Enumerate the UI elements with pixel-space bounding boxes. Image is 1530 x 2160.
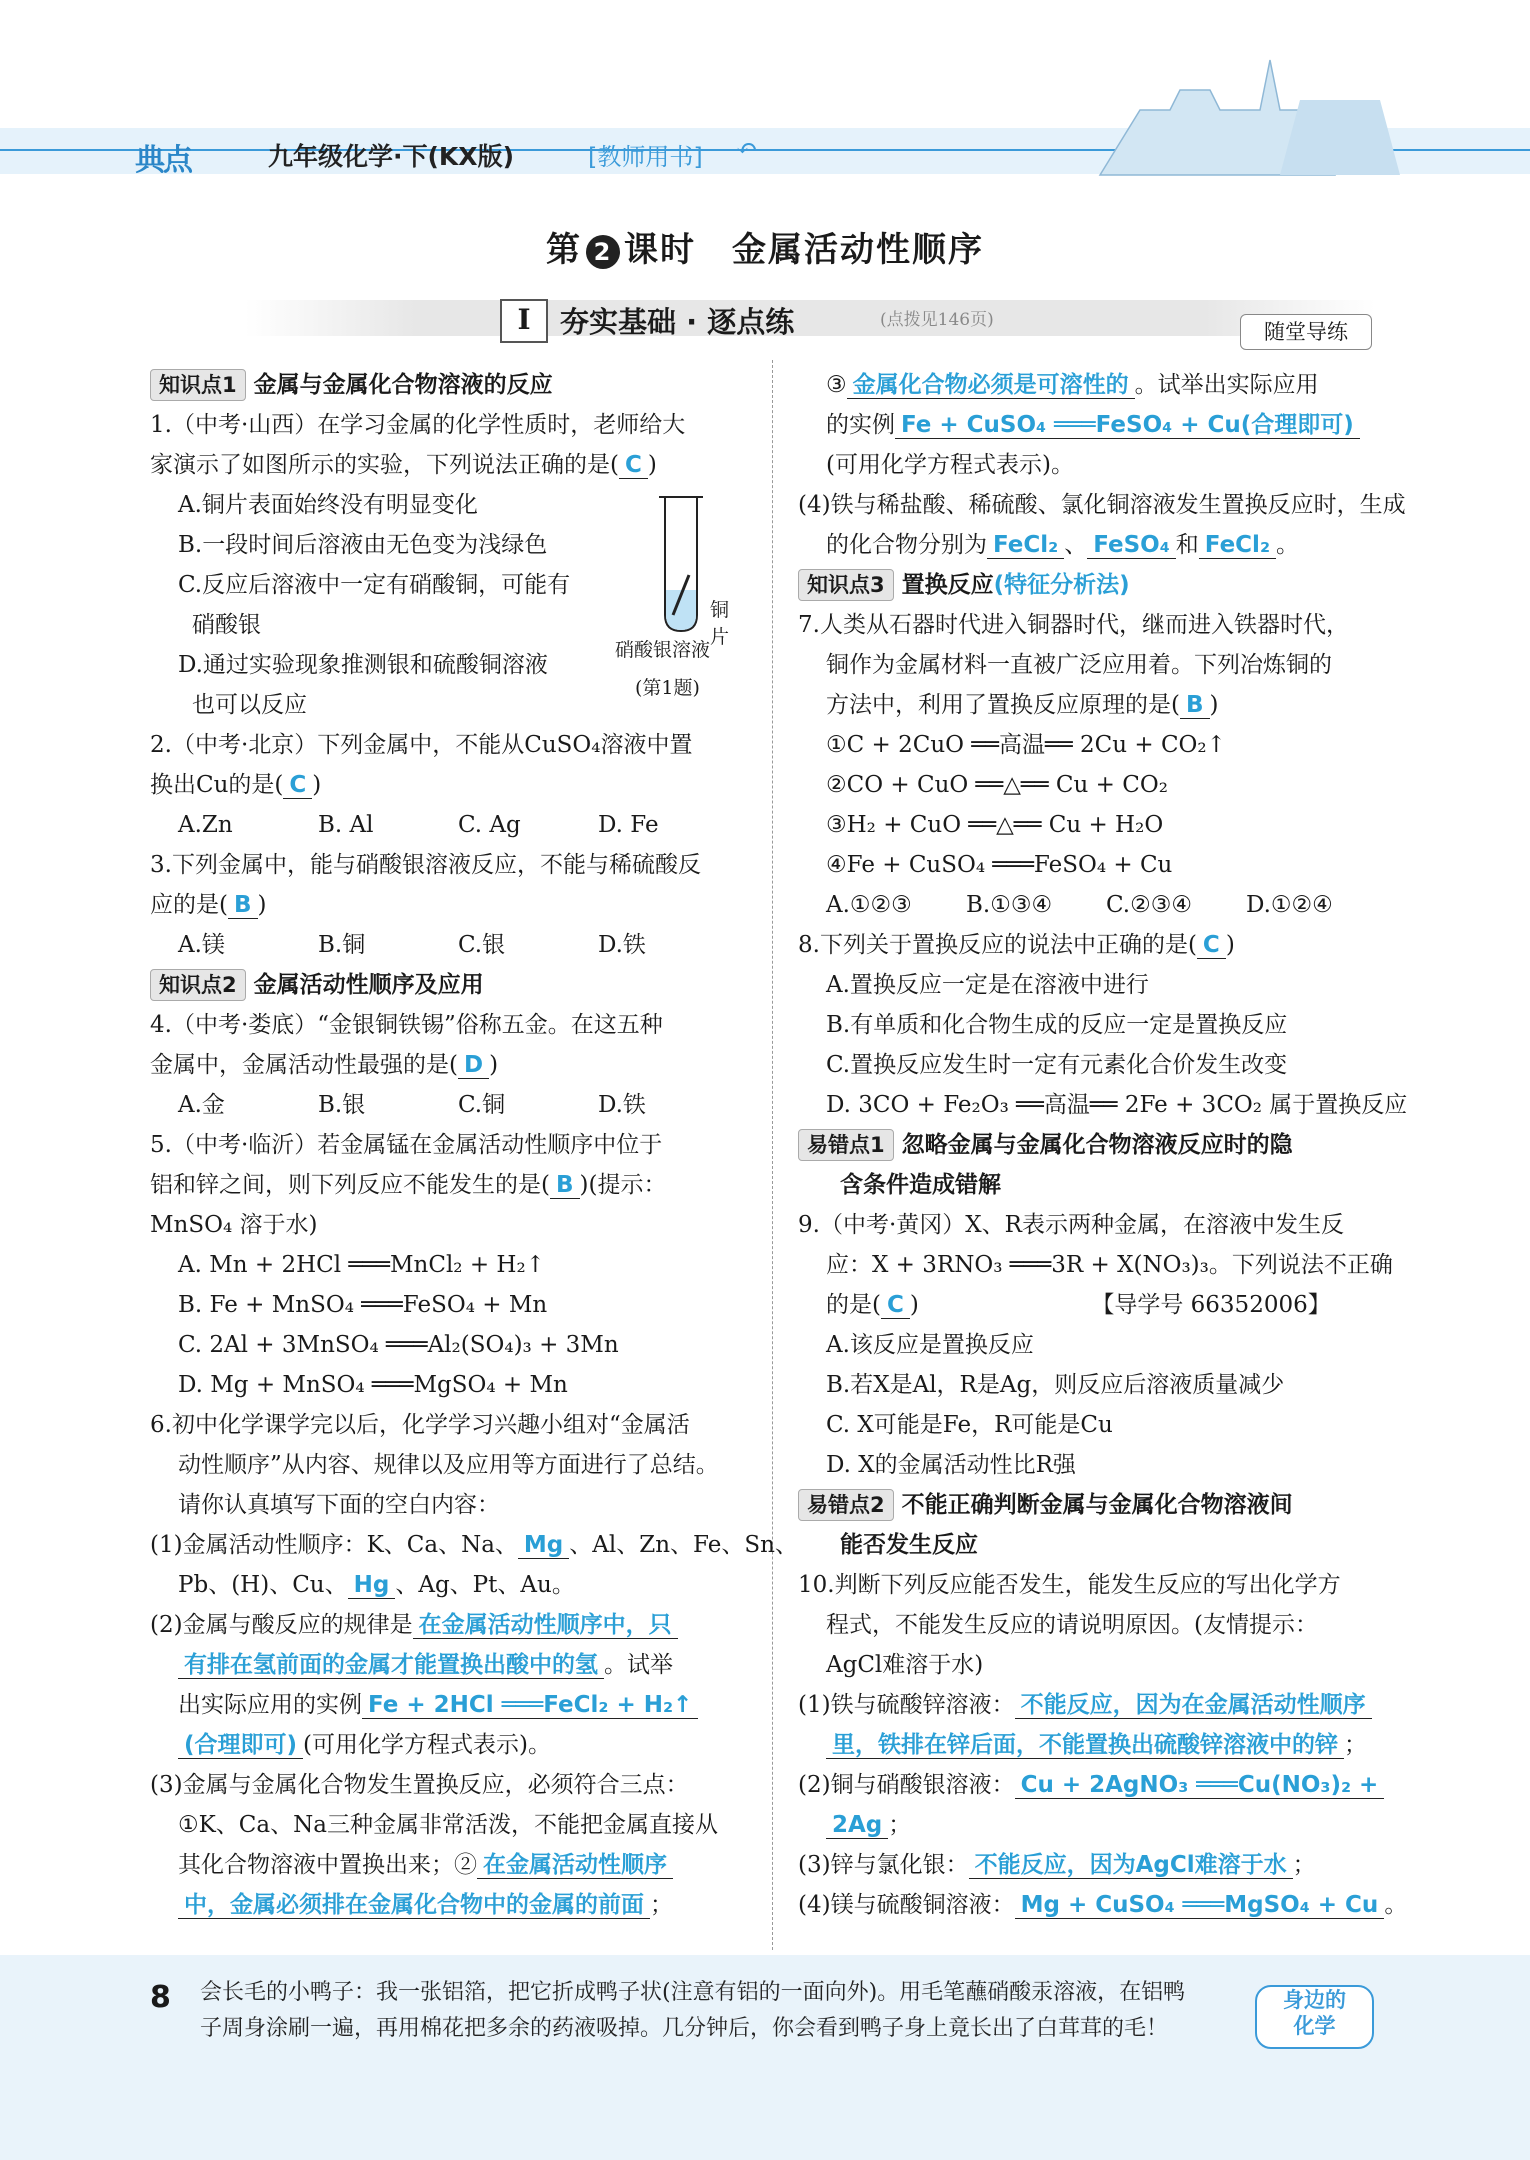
line-text: 换出Cu的是(	[150, 772, 284, 798]
text-line	[798, 1485, 1378, 1525]
line-text: 6.初中化学课学完以后，化学学习兴趣小组对“金属活	[150, 1412, 690, 1438]
lesson-title: 第 2 课时 金属活动性顺序	[546, 230, 984, 270]
line-text: )	[647, 452, 657, 478]
text-line	[150, 1165, 755, 1205]
text-line	[798, 1005, 1378, 1045]
text-line	[798, 1525, 1378, 1565]
right-column	[798, 365, 1408, 1925]
line-text: 其化合物溶液中置换出来；②	[178, 1852, 477, 1878]
text-line	[798, 1885, 1408, 1925]
line-text: 动性顺序”从内容、规律以及应用等方面进行了总结。	[178, 1452, 719, 1478]
text-line	[798, 965, 1378, 1005]
line-text: 7.人类从石器时代进入铜器时代，继而进入铁器时代，	[798, 612, 1349, 638]
line-text: ①C + 2CuO ══高温══ 2Cu + CO₂↑	[826, 732, 1226, 758]
answer-blank: 在金属活动性顺序	[477, 1852, 673, 1879]
text-line	[150, 405, 755, 445]
line-text: 5.（中考·临沂）若金属锰在金属活动性顺序中位于	[150, 1132, 663, 1158]
text-line	[150, 1565, 755, 1605]
line-text: 方法中，利用了置换反应原理的是(	[826, 692, 1180, 718]
header-banner	[0, 0, 1530, 180]
lesson-number: 2	[586, 235, 620, 269]
text-line	[150, 445, 755, 485]
text-line	[798, 405, 1378, 445]
answer-blank: Fe + 2HCl ═══FeCl₂ + H₂↑	[362, 1692, 698, 1719]
text-line	[150, 1085, 755, 1125]
line-text: 程式，不能发生反应的请说明原因。(友情提示：	[826, 1612, 1318, 1638]
line-text: ；	[1344, 1732, 1367, 1758]
line-text: D. X的金属活动性比R强	[826, 1452, 1076, 1478]
text-line	[150, 1485, 755, 1525]
text-line	[150, 805, 755, 845]
text-line	[150, 725, 755, 765]
figure-caption: (第1题)	[635, 677, 700, 699]
line-text: (2)金属与酸反应的规律是	[150, 1612, 413, 1638]
text-line	[150, 1325, 755, 1365]
line-text: (可用化学方程式表示)。	[303, 1732, 551, 1758]
line-text: 、	[1064, 532, 1088, 558]
option-1: B.①③④	[966, 892, 1053, 918]
text-line	[150, 1005, 755, 1045]
line-text: 、Al、Zn、Fe、Sn、	[569, 1532, 798, 1558]
line-text: 的实例	[826, 412, 895, 438]
footer-tip: 会长毛的小鸭子：我一张铝箔，把它折成鸭子状(注意有铝的一面向外)。用毛笔蘸硝酸汞溶液，在铝鸭 子周身涂刷一遍，再用棉花把多余的药液吸掉。几分钟后，你会看到鸭子身上竟长出了白茸茸的毛！	[200, 1980, 1186, 2041]
text-line	[798, 1085, 1408, 1125]
text-line	[150, 1645, 755, 1685]
line-text: B. Fe + MnSO₄ ═══FeSO₄ + Mn	[178, 1292, 548, 1318]
line-text: (3)锌与氯化银：	[798, 1852, 969, 1878]
text-line	[798, 645, 1378, 685]
line-text: )	[1225, 932, 1235, 958]
line-text: 的化合物分别为	[826, 532, 987, 558]
line-text: 10.判断下列反应能否发生，能发生反应的写出化学方	[798, 1572, 1341, 1598]
page-header	[0, 0, 1530, 180]
line-text: 8.下列关于置换反应的说法中正确的是(	[798, 932, 1197, 958]
text-line	[150, 1205, 755, 1245]
text-line	[798, 1405, 1378, 1445]
text-line	[150, 1725, 755, 1765]
text-line	[798, 1765, 1378, 1805]
answer-blank: 中，金属必须排在金属化合物中的金属的前面	[178, 1892, 650, 1919]
line-text: B.有单质和化合物生成的反应一定是置换反应	[826, 1012, 1288, 1038]
knowledge-point-title: 金属活动性顺序及应用	[253, 972, 484, 998]
answer-blank: 不能反应，因为在金属活动性顺序	[1015, 1692, 1372, 1719]
answer-blank: B	[1180, 692, 1210, 719]
text-line	[798, 1725, 1378, 1765]
text-line	[798, 445, 1378, 485]
line-text: A.该反应是置换反应	[826, 1332, 1034, 1358]
knowledge-point-title: 金属与金属化合物溶液的反应	[253, 372, 553, 398]
line-text: 硝酸银	[192, 612, 261, 638]
text-line	[150, 1285, 755, 1325]
option-0: A.Zn	[178, 812, 233, 838]
text-line	[798, 1365, 1378, 1405]
option-3: D.①②④	[1246, 892, 1333, 918]
knowledge-point-tag: 知识点1	[150, 369, 246, 401]
line-text: 也可以反应	[192, 692, 307, 718]
line-text: (3)金属与金属化合物发生置换反应，必须符合三点：	[150, 1772, 689, 1798]
option-3: D.铁	[598, 932, 646, 958]
line-text: ①K、Ca、Na三种金属非常活泼，不能把金属直接从	[178, 1812, 718, 1838]
section-band	[245, 300, 1375, 336]
line-text: (2)铜与硝酸银溶液：	[798, 1772, 1015, 1798]
line-text: 和	[1175, 532, 1199, 558]
text-line	[798, 565, 1378, 605]
answer-blank: 金属化合物必须是可溶性的	[847, 372, 1135, 399]
line-text: 家演示了如图所示的实验，下列说法正确的是(	[150, 452, 619, 478]
answer-blank: B	[550, 1172, 580, 1199]
line-text: C. X可能是Fe，R可能是Cu	[826, 1412, 1113, 1438]
section-tag: 随堂导练	[1240, 314, 1372, 350]
line-text: ) 【导学号 66352006】	[909, 1292, 1331, 1318]
text-line	[150, 1125, 755, 1165]
text-line	[798, 485, 1406, 525]
line-text: )	[489, 1052, 499, 1078]
text-line	[798, 1245, 1393, 1285]
text-line	[798, 525, 1378, 565]
test-tube-icon	[653, 495, 713, 635]
text-line	[798, 725, 1378, 765]
text-line	[150, 1445, 755, 1485]
knowledge-point-title: 不能正确判断金属与金属化合物溶液间	[901, 1492, 1293, 1518]
text-line	[150, 1845, 755, 1885]
text-line	[798, 925, 1378, 965]
text-line	[150, 765, 755, 805]
text-line	[798, 765, 1378, 805]
text-line	[150, 1365, 755, 1405]
line-text: D. Mg + MnSO₄ ═══MgSO₄ + Mn	[178, 1372, 568, 1398]
line-text: ④Fe + CuSO₄ ═══FeSO₄ + Cu	[826, 852, 1173, 878]
text-line	[798, 1325, 1378, 1365]
edition-tag: [教师用书]	[588, 143, 703, 171]
line-text: 。试举	[604, 1652, 673, 1678]
line-text: 的是(	[826, 1292, 881, 1318]
line-text: D. 3CO + Fe₂O₃ ══高温══ 2Fe + 3CO₂ 属于置换反应	[826, 1092, 1408, 1118]
answer-blank: C	[1197, 932, 1226, 959]
line-text: A.铜片表面始终没有明显变化	[178, 492, 478, 518]
line-text: )	[312, 772, 322, 798]
line-text: ②CO + CuO ══△══ Cu + CO₂	[826, 772, 1168, 798]
answer-blank: FeSO₄	[1087, 532, 1176, 559]
option-0: A.①②③	[826, 892, 912, 918]
text-line	[798, 1805, 1378, 1845]
line-text: 2.（中考·北京）下列金属中，不能从CuSO₄溶液中置	[150, 732, 693, 758]
line-text: 、Ag、Pt、Au。	[395, 1572, 575, 1598]
answer-blank: 不能反应，因为AgCl难溶于水	[969, 1852, 1293, 1879]
option-2: C.银	[458, 932, 506, 958]
line-text: C. 2Al + 3MnSO₄ ═══Al₂(SO₄)₃ + 3Mn	[178, 1332, 619, 1358]
line-text: 应的是(	[150, 892, 228, 918]
answer-blank: Fe + CuSO₄ ═══FeSO₄ + Cu(合理即可)	[895, 412, 1360, 439]
knowledge-point-tag: 易错点1	[798, 1129, 894, 1161]
line-text: MnSO₄ 溶于水)	[150, 1212, 318, 1238]
line-text: 铜作为金属材料一直被广泛应用着。下列冶炼铜的	[826, 652, 1332, 678]
line-text: ③	[826, 372, 847, 398]
answer-blank: (合理即可)	[178, 1732, 303, 1759]
text-line	[150, 1885, 755, 1925]
line-text: )(提示：	[579, 1172, 667, 1198]
line-text: ；	[1292, 1852, 1316, 1878]
line-text: 。试举出实际应用	[1134, 372, 1319, 398]
knowledge-point-tag: 知识点3	[798, 569, 894, 601]
text-line	[798, 1605, 1378, 1645]
line-text: C.反应后溶液中一定有硝酸铜，可能有	[178, 572, 571, 598]
text-line	[150, 1805, 755, 1845]
text-line	[798, 1645, 1378, 1685]
option-3: D.铁	[598, 1092, 646, 1118]
option-1: B.铜	[318, 932, 366, 958]
line-text: D.通过实验现象推测银和硫酸铜溶液	[178, 652, 548, 678]
knowledge-point-tag: 知识点2	[150, 969, 246, 1001]
text-line	[150, 965, 755, 1005]
line-text: 1.（中考·山西）在学习金属的化学性质时，老师给大	[150, 412, 686, 438]
answer-blank: C	[881, 1292, 910, 1319]
text-line	[150, 365, 755, 405]
text-line	[798, 1285, 1378, 1325]
footer-badge: 身边的 化学	[1255, 1985, 1374, 2049]
option-2: C.②③④	[1106, 892, 1192, 918]
line-text: C.置换反应发生时一定有元素化合价发生改变	[826, 1052, 1288, 1078]
text-line	[798, 845, 1378, 885]
test-tube-figure	[615, 495, 745, 710]
answer-blank: FeCl₂	[1199, 532, 1276, 559]
text-line	[798, 805, 1378, 845]
line-text: B.若X是Al，R是Ag，则反应后溶液质量减少	[826, 1372, 1285, 1398]
option-2: C.铜	[458, 1092, 506, 1118]
text-line	[150, 845, 755, 885]
line-text: 。	[1384, 1892, 1408, 1918]
option-0: A.金	[178, 1092, 225, 1118]
line-text: 铝和锌之间，则下列反应不能发生的是(	[150, 1172, 550, 1198]
text-line	[150, 1525, 798, 1565]
line-text: 。	[1276, 532, 1300, 558]
line-text: 含条件造成错解	[840, 1172, 1001, 1198]
text-line	[798, 365, 1378, 405]
section-note: (点拨见146页)	[880, 310, 994, 330]
book-title: 九年级化学·下(KX版)	[268, 142, 514, 171]
line-text: 4.（中考·娄底）“金银铜铁锡”俗称五金。在这五种	[150, 1012, 663, 1038]
answer-blank: 2Ag	[826, 1812, 888, 1839]
line-text: (可用化学方程式表示)。	[826, 452, 1074, 478]
back-arrow-icon[interactable]: ↶	[736, 134, 758, 164]
column-divider	[772, 360, 773, 1950]
line-text: ；	[888, 1812, 912, 1838]
line-text: ③H₂ + CuO ══△══ Cu + H₂O	[826, 812, 1164, 838]
text-line	[150, 1045, 755, 1085]
text-line	[798, 1685, 1378, 1725]
text-line	[798, 1565, 1378, 1605]
text-line	[150, 885, 755, 925]
option-1: B.银	[318, 1092, 366, 1118]
answer-blank: Mg + CuSO₄ ═══MgSO₄ + Cu	[1015, 1892, 1385, 1919]
text-line	[798, 1165, 1378, 1205]
text-line	[798, 685, 1378, 725]
line-text: AgCl难溶于水)	[826, 1652, 984, 1678]
copper-label: 铜片	[710, 599, 730, 648]
section-roman: I	[500, 299, 548, 343]
answer-blank: Cu + 2AgNO₃ ═══Cu(NO₃)₂ +	[1015, 1772, 1385, 1799]
text-line	[798, 1845, 1378, 1885]
answer-blank: Mg	[518, 1532, 569, 1559]
line-text: 能否发生反应	[840, 1532, 978, 1558]
text-line	[150, 1685, 755, 1725]
line-text: 3.下列金属中，能与硝酸银溶液反应，不能与稀硫酸反	[150, 852, 701, 878]
line-text: A.置换反应一定是在溶液中进行	[826, 972, 1149, 998]
option-2: C. Ag	[458, 812, 521, 838]
answer-blank: B	[228, 892, 258, 919]
answer-blank: 里，铁排在锌后面，不能置换出硫酸锌溶液中的锌	[826, 1732, 1344, 1759]
line-text: (1)金属活动性顺序：K、Ca、Na、	[150, 1532, 518, 1558]
line-text: (1)铁与硫酸锌溶液：	[798, 1692, 1015, 1718]
knowledge-point-hint: (特征分析法)	[993, 572, 1130, 598]
text-line	[150, 1245, 755, 1285]
text-line	[798, 885, 1378, 925]
text-line	[798, 1205, 1378, 1245]
line-text: A. Mn + 2HCl ═══MnCl₂ + H₂↑	[178, 1252, 545, 1278]
line-text: 9.（中考·黄冈）X、R表示两种金属，在溶液中发生反	[798, 1212, 1344, 1238]
line-text: )	[1209, 692, 1219, 718]
text-line	[150, 1605, 755, 1645]
knowledge-point-title: 置换反应	[901, 572, 994, 598]
knowledge-point-title: 忽略金属与金属化合物溶液反应时的隐	[901, 1132, 1293, 1158]
line-text: )	[257, 892, 267, 918]
line-text: B.一段时间后溶液由无色变为浅绿色	[178, 532, 548, 558]
text-line	[798, 605, 1378, 645]
answer-blank: Hg	[348, 1572, 396, 1599]
text-line	[150, 925, 755, 965]
brand-logo: 典点	[135, 143, 191, 178]
text-line	[150, 1765, 755, 1805]
answer-blank: D	[458, 1052, 489, 1079]
section-title: 夯实基础 · 逐点练	[560, 305, 795, 339]
option-1: B. Al	[318, 812, 374, 838]
text-line	[798, 1125, 1378, 1165]
line-text: 请你认真填写下面的空白内容：	[178, 1492, 500, 1518]
page-number: 8	[150, 1980, 171, 2015]
text-line	[150, 1405, 755, 1445]
answer-blank: FeCl₂	[987, 532, 1064, 559]
solution-label: 硝酸银溶液	[615, 639, 711, 661]
knowledge-point-tag: 易错点2	[798, 1489, 894, 1521]
answer-blank: 有排在氢前面的金属才能置换出酸中的氢	[178, 1652, 604, 1679]
text-line	[798, 1445, 1378, 1485]
answer-blank: 在金属活动性顺序中，只	[413, 1612, 678, 1639]
line-text: 出实际应用的实例	[178, 1692, 362, 1718]
option-0: A.镁	[178, 932, 225, 958]
line-text: 应：X + 3RNO₃ ═══3R + X(NO₃)₃。下列说法不正确	[826, 1252, 1393, 1278]
line-text: ；	[650, 1892, 673, 1918]
answer-blank: C	[283, 772, 312, 799]
line-text: (4)镁与硫酸铜溶液：	[798, 1892, 1015, 1918]
answer-blank: C	[619, 452, 648, 479]
line-text: (4)铁与稀盐酸、稀硫酸、氯化铜溶液发生置换反应时，生成	[798, 492, 1406, 518]
line-text: 金属中，金属活动性最强的是(	[150, 1052, 458, 1078]
line-text: Pb、(H)、Cu、	[178, 1572, 348, 1598]
option-3: D. Fe	[598, 812, 659, 838]
text-line	[798, 1045, 1378, 1085]
